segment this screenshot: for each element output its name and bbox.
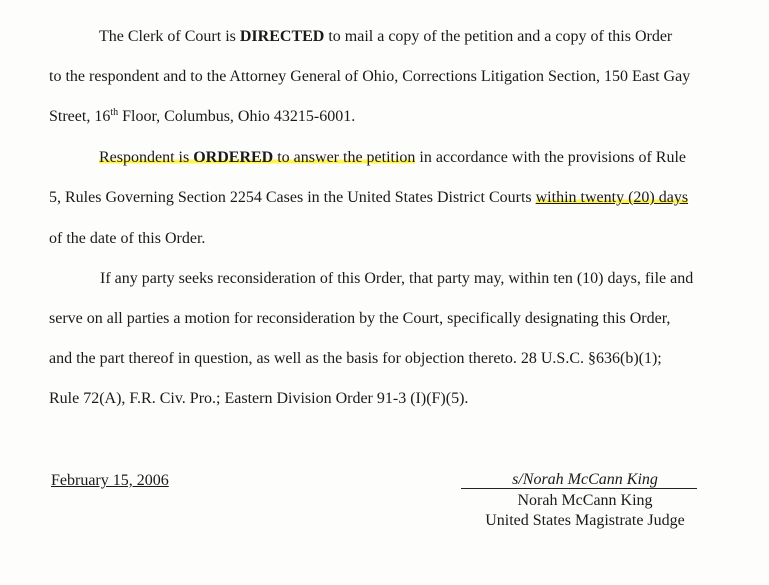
text-segment: to mail a copy of the petition and a copy of this Order bbox=[324, 28, 673, 45]
judge-name: Norah McCann King bbox=[517, 492, 653, 509]
text-segment: Street, 16 bbox=[49, 108, 111, 125]
text-segment: in accordance with the provisions of Rule bbox=[415, 149, 687, 166]
text-segment: Respondent is bbox=[99, 149, 194, 166]
paragraph-3-line-3: and the part thereof in question, as well as the basis for objection thereto. 28 U.S.C. §636(b)(1); bbox=[49, 350, 662, 367]
judge-title: United States Magistrate Judge bbox=[485, 512, 685, 529]
paragraph-1-line-2: to the respondent and to the Attorney General of Ohio, Corrections Litigation Section, 150 East Gay bbox=[49, 68, 691, 85]
paragraph-3-line-1: If any party seeks reconsideration of this Order, that party may, within ten (10) days, file and bbox=[100, 270, 694, 287]
highlighted-deadline: within twenty (20) days bbox=[535, 189, 689, 206]
paragraph-2-line-2 bbox=[49, 188, 688, 208]
bold-ordered: ORDERED bbox=[193, 149, 274, 166]
highlighted-text bbox=[99, 149, 415, 166]
bold-directed: DIRECTED bbox=[239, 28, 325, 45]
paragraph-3-line-4: Rule 72(A), F.R. Civ. Pro.; Eastern Division Order 91-3 (I)(F)(5). bbox=[49, 390, 469, 407]
paragraph-3-line-2: serve on all parties a motion for reconsideration by the Court, specifically designating this Order, bbox=[49, 310, 671, 327]
signature: s/Norah McCann King bbox=[512, 471, 658, 488]
paragraph-1-line-3 bbox=[49, 107, 355, 127]
paragraph-1-line-1 bbox=[99, 27, 672, 47]
paragraph-2-line-1 bbox=[99, 148, 686, 168]
text-segment: Floor, Columbus, Ohio 43215-6001. bbox=[118, 108, 356, 125]
text-segment: The Clerk of Court is bbox=[99, 28, 240, 45]
text-segment: 5, Rules Governing Section 2254 Cases in the United States District Courts bbox=[49, 189, 536, 206]
order-date: February 15, 2006 bbox=[51, 472, 169, 489]
signature-line bbox=[461, 488, 697, 489]
paragraph-2-line-3: of the date of this Order. bbox=[49, 230, 206, 247]
text-segment: to answer the petition bbox=[273, 149, 416, 166]
superscript: th bbox=[110, 107, 119, 118]
